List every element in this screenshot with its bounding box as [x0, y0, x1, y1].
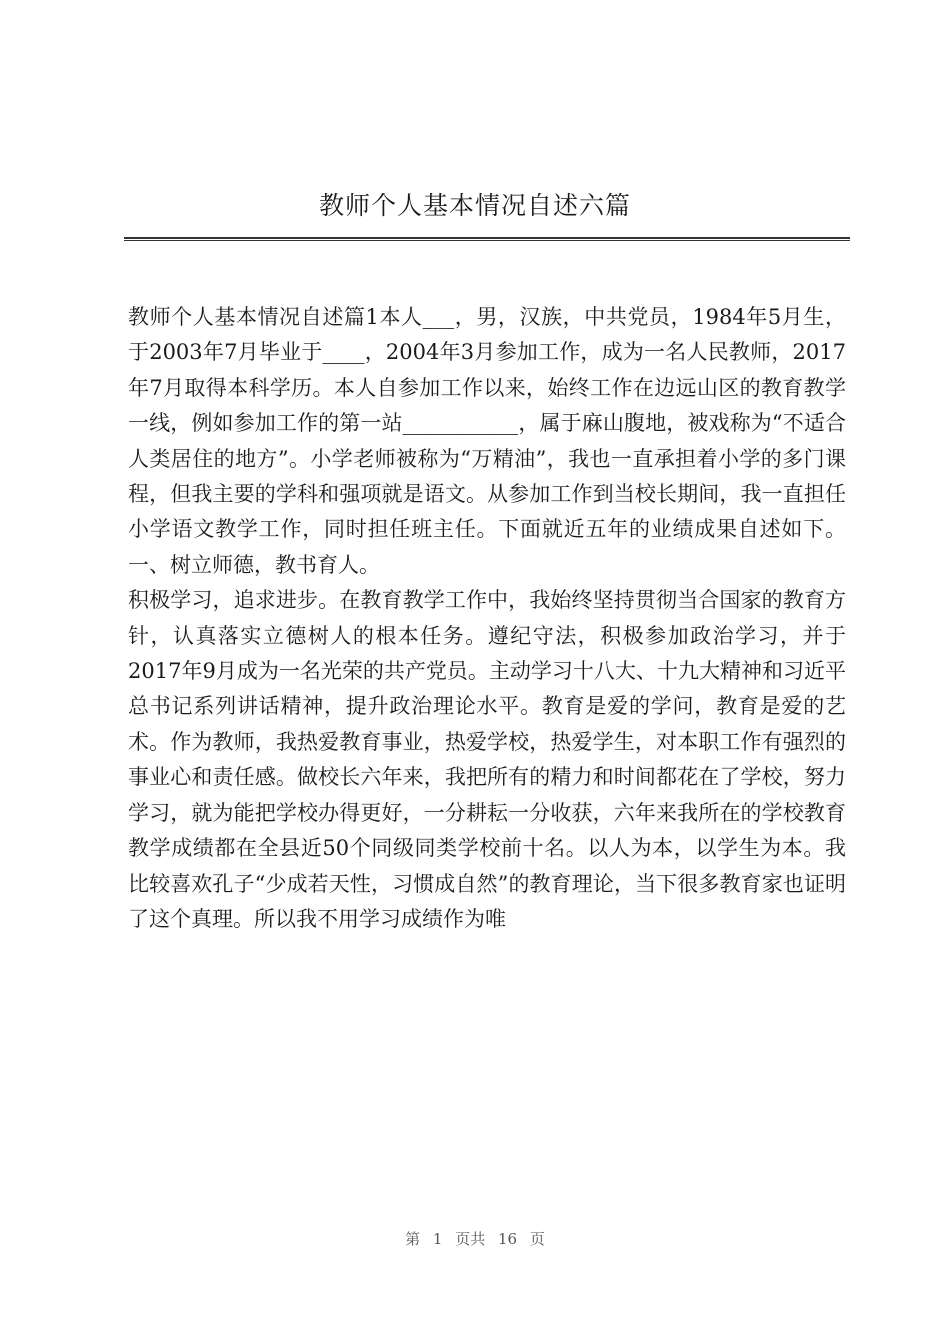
title-divider [124, 237, 850, 241]
body-paragraph-2: 积极学习，追求进步。在教育教学工作中，我始终坚持贯彻当合国家的教育方针，认真落实立德树人的根本任务。遵纪守法，积极参加政治学习，并于2017年9月成为一名光荣的共产党员。主动学习十八大、十九大精神和习近平总书记系列讲话精神，提升政治理论水平。教育是爱的学问，教育是爱的艺术。作为教师，我热爱教育事业，热爱学校，热爱学生，对本职工作有强烈的事业心和责任感。做校长六年来，我把所有的精力和时间都花在了学校，努力学习，就为能把学校办得更好，一分耕耘一分收获，六年来我所在的学校教育教学成绩都在全县近50个同级同类学校前十名。以人为本，以学生为本。我比较喜欢孔子“少成若天性，习惯成自然”的教育理论，当下很多教育家也证明了这个真理。所以我不用学习成绩作为唯 [128, 588, 846, 931]
document-body [128, 300, 846, 937]
page-number-footer: 第 1 页共 16 页 [405, 1230, 545, 1248]
body-paragraph-1: 教师个人基本情况自述篇1本人___，男，汉族，中共党员，1984年5月生，于2003年7月毕业于____，2004年3月参加工作，成为一名人民教师，2017年7月取得本科学历。本人自参加工作以来，始终工作在边远山区的教育教学一线，例如参加工作的第一站___________，属于麻山腹地，被戏称为“不适合人类居住的地方”。小学老师被称为“万精油”，我也一直承担着小学的多门课程，但我主要的学科和强项就是语文。从参加工作到当校长期间，我一直担任小学语文教学工作，同时担任班主任。下面就近五年的业绩成果自述如下。一、树立师德，教书育人。 [128, 305, 846, 577]
document-title: 教师个人基本情况自述六篇 [318, 191, 631, 220]
